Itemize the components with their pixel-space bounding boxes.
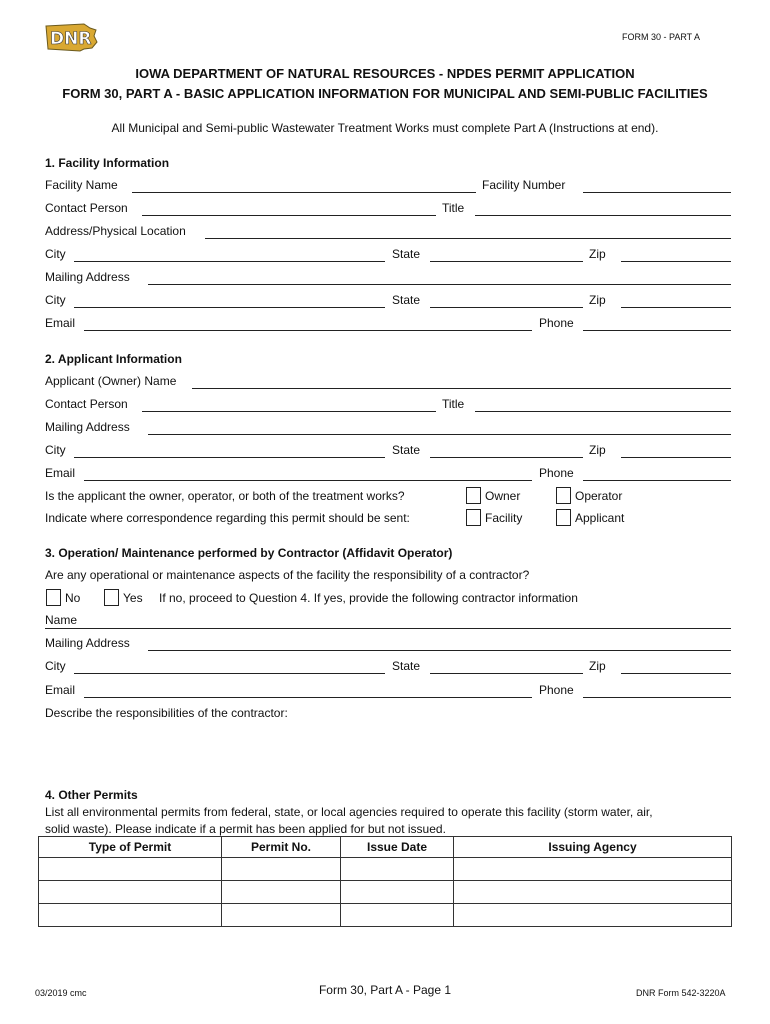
email-label: Email — [45, 466, 76, 480]
zip-label: Zip — [589, 247, 606, 261]
title-line1: IOWA DEPARTMENT OF NATURAL RESOURCES - NPDES PERMIT APPLICATION — [135, 66, 635, 81]
facility-name-field[interactable] — [132, 192, 476, 193]
contractor-describe-label: Describe the responsibilities of the contractor: — [45, 706, 288, 720]
zip-label: Zip — [589, 443, 606, 457]
email-label: Email — [45, 316, 76, 330]
title-line2: FORM 30, PART A - BASIC APPLICATION INFORMATION FOR MUNICIPAL AND SEMI-PUBLIC FACILITIES — [62, 86, 708, 101]
col-type-of-permit: Type of Permit — [39, 837, 222, 858]
mailing-address-field[interactable] — [148, 434, 731, 435]
correspondence-question: Indicate where correspondence regarding this permit should be sent: — [45, 511, 410, 525]
table-row — [39, 904, 732, 927]
table-cell[interactable] — [39, 881, 222, 904]
facility-number-field[interactable] — [583, 192, 731, 193]
table-cell[interactable] — [454, 881, 732, 904]
phone-label: Phone — [539, 316, 574, 330]
city-label: City — [45, 659, 66, 673]
footer-page: Form 30, Part A - Page 1 — [318, 983, 452, 997]
mailing-address-label: Mailing Address — [45, 420, 130, 434]
section2-heading: 2. Applicant Information — [45, 352, 182, 366]
email-field[interactable] — [84, 330, 532, 331]
city-label: City — [45, 443, 66, 457]
contact-person-label: Contact Person — [45, 397, 128, 411]
section4-heading: 4. Other Permits — [45, 788, 138, 802]
city-field[interactable] — [74, 261, 385, 262]
footer-form-number: DNR Form 542-3220A — [636, 988, 726, 998]
address-label: Address/Physical Location — [45, 224, 186, 238]
facility-option-label: Facility — [485, 511, 523, 525]
col-permit-no: Permit No. — [222, 837, 341, 858]
section1-heading: 1. Facility Information — [45, 156, 170, 170]
city-field[interactable] — [74, 457, 385, 458]
name-label: Name — [45, 613, 78, 627]
facility-name-label: Facility Name — [45, 178, 118, 192]
state-field[interactable] — [430, 673, 583, 674]
table-cell[interactable] — [222, 881, 341, 904]
owner-checkbox[interactable] — [466, 487, 481, 504]
city-field[interactable] — [74, 673, 385, 674]
zip-field[interactable] — [621, 673, 731, 674]
zip-label: Zip — [589, 293, 606, 307]
operator-checkbox[interactable] — [556, 487, 571, 504]
applicant-checkbox[interactable] — [556, 509, 571, 526]
title-label: Title — [442, 201, 465, 215]
owner-question: Is the applicant the owner, operator, or both of the treatment works? — [45, 489, 405, 503]
email-label: Email — [45, 683, 76, 697]
title-label: Title — [442, 397, 465, 411]
address-field[interactable] — [205, 238, 731, 239]
phone-field[interactable] — [583, 697, 731, 698]
table-cell[interactable] — [341, 904, 454, 927]
table-cell[interactable] — [222, 858, 341, 881]
name-field[interactable] — [45, 628, 731, 629]
phone-label: Phone — [539, 683, 574, 697]
table-cell[interactable] — [222, 904, 341, 927]
state-label: State — [392, 247, 421, 261]
dnr-logo — [44, 22, 98, 52]
city-field[interactable] — [74, 307, 385, 308]
yes-checkbox[interactable] — [104, 589, 119, 606]
col-issuing-agency: Issuing Agency — [454, 837, 732, 858]
phone-field[interactable] — [583, 480, 731, 481]
no-option-label: No — [65, 591, 81, 605]
instruction-text: All Municipal and Semi-public Wastewater Treatment Works must complete Part A (Instructions at end). — [111, 121, 659, 135]
permits-table — [38, 836, 732, 927]
no-checkbox[interactable] — [46, 589, 61, 606]
zip-field[interactable] — [621, 457, 731, 458]
col-issue-date: Issue Date — [341, 837, 454, 858]
state-field[interactable] — [430, 457, 583, 458]
yes-option-label: Yes — [123, 591, 143, 605]
table-cell[interactable] — [454, 904, 732, 927]
table-row — [39, 881, 732, 904]
facility-checkbox[interactable] — [466, 509, 481, 526]
table-header-row — [39, 837, 732, 858]
title-field[interactable] — [475, 411, 731, 412]
zip-field[interactable] — [621, 261, 731, 262]
operator-option-label: Operator — [575, 489, 623, 503]
zip-label: Zip — [589, 659, 606, 673]
mailing-address-label: Mailing Address — [45, 270, 130, 284]
permits-instruction-1: List all environmental permits from federal, state, or local agencies required to operate this facility (storm water, air, — [45, 805, 653, 819]
contact-person-field[interactable] — [142, 215, 436, 216]
state-label: State — [392, 443, 421, 457]
mailing-address-label: Mailing Address — [45, 636, 130, 650]
city-label: City — [45, 247, 66, 261]
state-label: State — [392, 659, 421, 673]
phone-field[interactable] — [583, 330, 731, 331]
table-cell[interactable] — [39, 858, 222, 881]
svg-text:DNR: DNR — [50, 29, 92, 49]
city-label: City — [45, 293, 66, 307]
phone-label: Phone — [539, 466, 574, 480]
mailing-address-field[interactable] — [148, 650, 731, 651]
facility-number-label: Facility Number — [482, 178, 566, 192]
table-cell[interactable] — [39, 904, 222, 927]
permits-instruction-2: solid waste). Please indicate if a permit has been applied for but not issued. — [45, 822, 446, 836]
applicant-name-label: Applicant (Owner) Name — [45, 374, 177, 388]
form-code: FORM 30 - PART A — [622, 32, 701, 42]
zip-field[interactable] — [621, 307, 731, 308]
email-field[interactable] — [84, 480, 532, 481]
title-field[interactable] — [475, 215, 731, 216]
contractor-describe-area[interactable] — [45, 722, 731, 778]
section3-heading: 3. Operation/ Maintenance performed by Contractor (Affidavit Operator) — [45, 546, 453, 560]
state-field[interactable] — [430, 261, 583, 262]
applicant-option-label: Applicant — [575, 511, 625, 525]
email-field[interactable] — [84, 697, 532, 698]
contact-person-label: Contact Person — [45, 201, 128, 215]
table-cell[interactable] — [454, 858, 732, 881]
contact-person-field[interactable] — [142, 411, 436, 412]
state-field[interactable] — [430, 307, 583, 308]
footer-date: 03/2019 cmc — [35, 988, 87, 998]
contractor-question: Are any operational or maintenance aspects of the facility the responsibility of a contractor? — [45, 568, 530, 582]
table-row — [39, 858, 732, 881]
table-cell[interactable] — [341, 881, 454, 904]
state-label: State — [392, 293, 421, 307]
applicant-name-field[interactable] — [192, 388, 731, 389]
table-cell[interactable] — [341, 858, 454, 881]
contractor-followup: If no, proceed to Question 4. If yes, provide the following contractor information — [159, 591, 578, 605]
owner-option-label: Owner — [485, 489, 521, 503]
mailing-address-field[interactable] — [148, 284, 731, 285]
